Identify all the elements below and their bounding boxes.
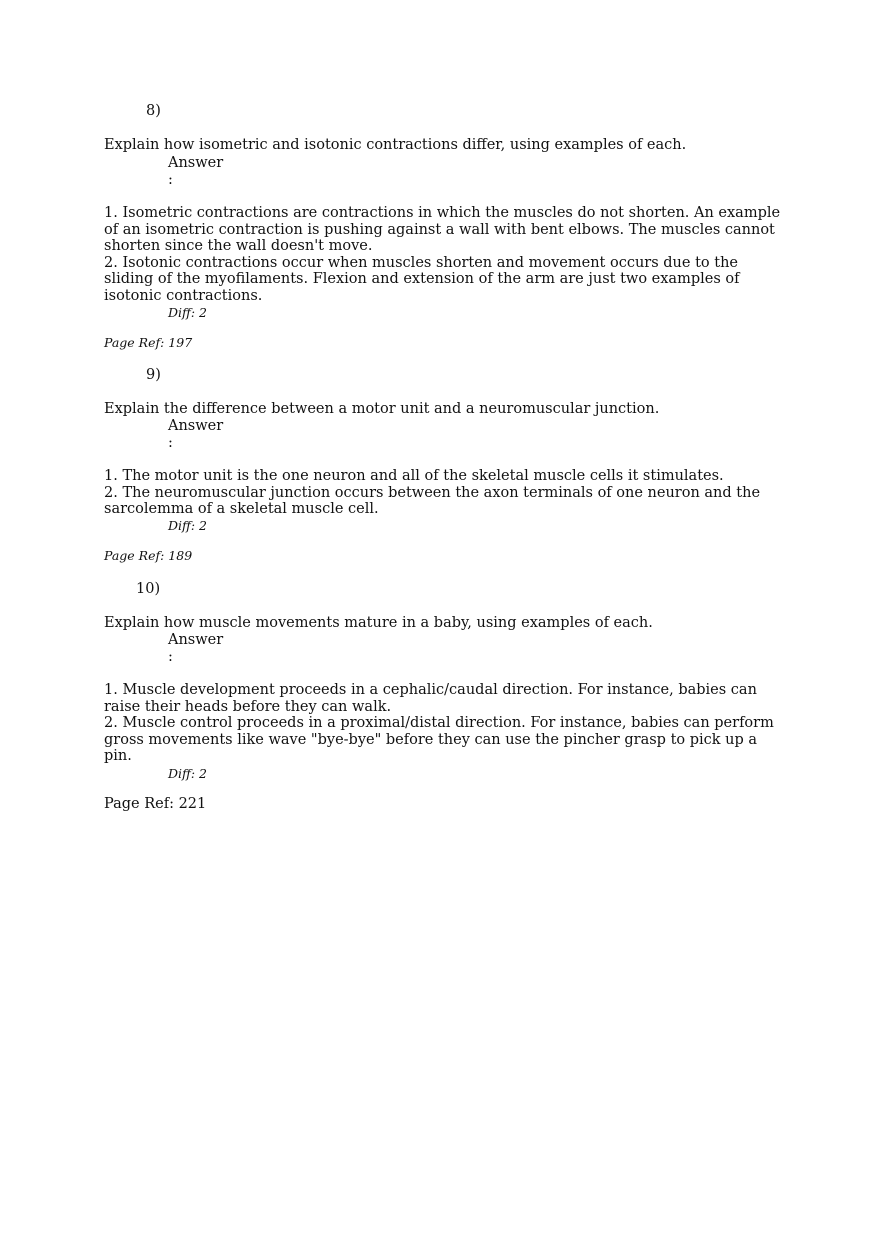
answer-label: Answer — [168, 418, 224, 434]
question-prompt: Explain how isometric and isotonic contractions differ, using examples of each. — [104, 137, 687, 153]
page-ref: Page Ref: 197 — [104, 335, 193, 350]
answer-label: Answer — [168, 155, 224, 171]
answer-colon: : — [168, 172, 173, 188]
page-ref: Page Ref: 189 — [104, 548, 193, 563]
difficulty-label: Diff: 2 — [168, 766, 208, 781]
question-number: 8) — [146, 103, 161, 119]
answer-item: 2. The neuromuscular junction occurs between the axon terminals of one neuron and the sarcolemma of a skeletal muscle cell. — [104, 484, 761, 517]
difficulty-label: Diff: 2 — [168, 518, 208, 533]
answer-item: 1. Muscle development proceeds in a cephalic/caudal direction. For instance, babies can raise their heads before they can walk. — [104, 682, 757, 715]
page-ref: Page Ref: 221 — [104, 796, 207, 812]
question-number: 10) — [136, 581, 161, 597]
answer-body — [104, 205, 784, 304]
question-prompt: Explain the difference between a motor unit and a neuromuscular junction. — [104, 401, 660, 417]
difficulty-label: Diff: 2 — [168, 305, 208, 320]
answer-item: 1. The motor unit is the one neuron and all of the skeletal muscle cells it stimulates. — [104, 468, 724, 484]
question-prompt: Explain how muscle movements mature in a baby, using examples of each. — [104, 615, 653, 631]
answer-item: 2. Isotonic contractions occur when muscles shorten and movement occurs due to the sliding of the myofilaments. Flexion and extension of the arm are just two examples of isotonic contractions. — [104, 254, 740, 304]
answer-item: 1. Isometric contractions are contractions in which the muscles do not shorten. An example of an isometric contraction is pushing against a wall with bent elbows. The muscles cannot shorten since the wall doesn't move. — [104, 205, 781, 254]
answer-label: Answer — [168, 632, 224, 648]
answer-item: 2. Muscle control proceeds in a proximal/distal direction. For instance, babies can perform gross movements like wave "bye-bye" before they can use the pincher grasp to pick up a pin. — [104, 715, 774, 764]
answer-body — [104, 682, 784, 765]
question-number: 9) — [146, 367, 161, 383]
answer-body — [104, 468, 784, 518]
answer-colon: : — [168, 649, 173, 665]
answer-colon: : — [168, 435, 173, 451]
